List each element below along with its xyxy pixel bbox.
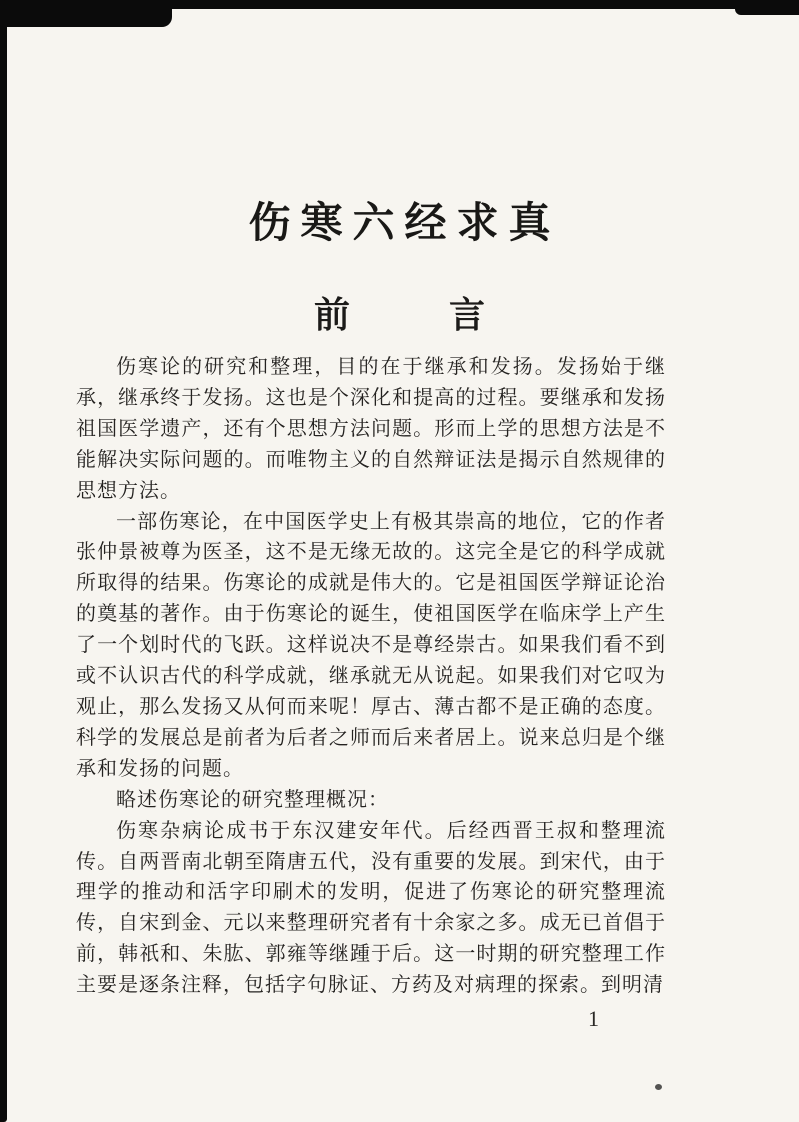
paragraph: 伤寒论的研究和整理，目的在于继承和发扬。发扬始于继承，继承终于发扬。这也是个深化和提高的过程。要继承和发扬祖国医学遗产，还有个思想方法问题。形而上学的思想方法是不能解决实际问题的。而唯物主义的自然辩证法是揭示自然规律的思想方法。 <box>76 356 666 502</box>
paragraph: 伤寒杂病论成书于东汉建安年代。后经西晋王叔和整理流传。自两晋南北朝至隋唐五代，没有重要的发展。到宋代，由于理学的推动和活字印刷术的发明，促进了伤寒论的研究整理流传，自宋到金、元以来整理研究者有十余家之多。成无已首倡于前，韩祇和、朱肱、郭雍等继踵于后。这一时期的研究整理工作主要是逐条注释，包括字句脉证、方药及对病理的探索。到明清 <box>76 819 666 997</box>
scan-artifact-top-right-corner <box>735 0 799 15</box>
scan-artifact-speck <box>655 1084 662 1090</box>
body-text <box>76 352 666 1001</box>
book-title: 伤寒六经求真 <box>248 201 561 247</box>
preface-heading: 前 言 <box>313 295 494 335</box>
paragraph: 一部伤寒论，在中国医学史上有极其崇高的地位，它的作者张仲景被尊为医圣，这不是无缘无故的。这完全是它的科学成就所取得的结果。伤寒论的成就是伟大的。它是祖国医学辩证论治的奠基的著作。由于伤寒论的诞生，使祖国医学在临床学上产生了一个划时代的飞跃。这样说决不是尊经崇古。如果我们看不到或不认识古代的科学成就，继承就无从说起。如果我们对它叹为观止，那么发扬又从何而来呢！厚古、薄古都不是正确的态度。科学的发展总是前者为后者之师而后来者居上。说来总归是个继承和发扬的问题。 <box>76 510 666 780</box>
scan-artifact-left-edge <box>0 0 7 1122</box>
page-number: 1 <box>588 1006 599 1031</box>
paragraph: 略述伤寒论的研究整理概况： <box>116 788 389 811</box>
scan-artifact-top-left-corner <box>0 0 172 27</box>
